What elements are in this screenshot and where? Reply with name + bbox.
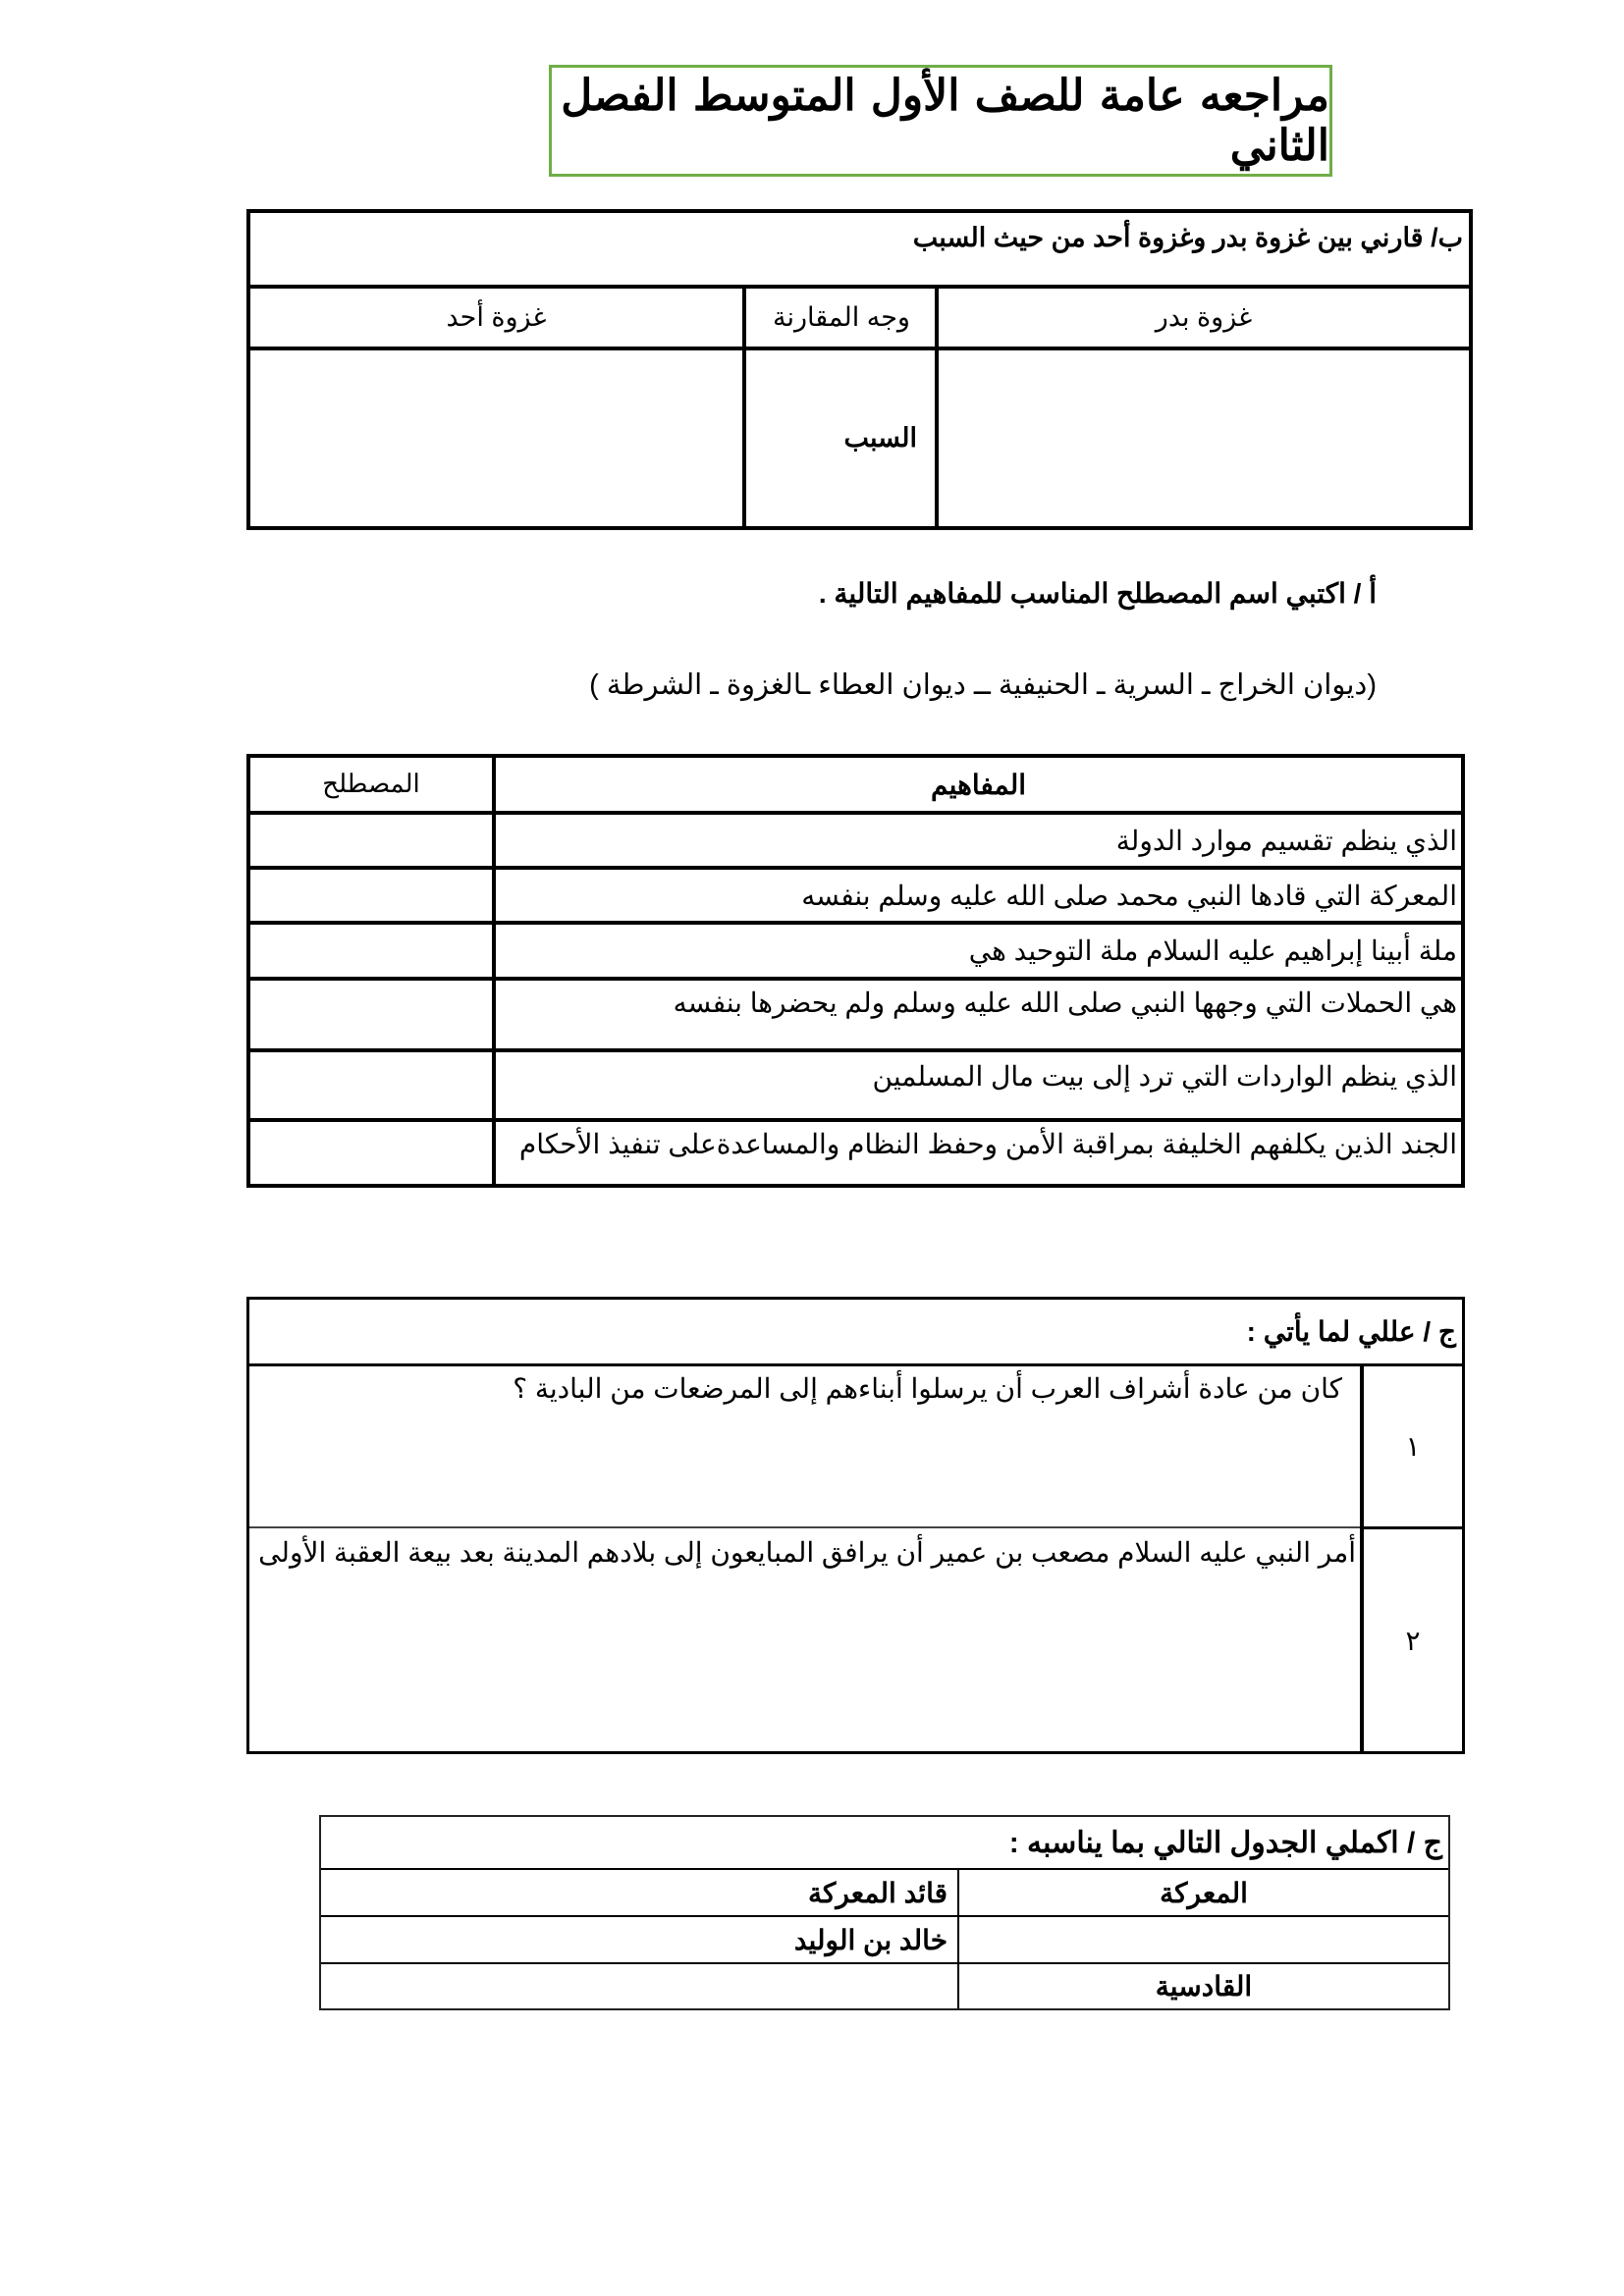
term-answer-cell[interactable] [250, 1122, 492, 1184]
battle-cell: القادسية [1155, 1971, 1253, 2002]
header-term: المصطلح [322, 770, 420, 799]
leader-cell: خالد بن الوليد [793, 1924, 947, 1955]
terms-table [246, 754, 1465, 1188]
concept-row: الذي ينظم الواردات التي ترد إلى بيت مال المسلمين [872, 1061, 1457, 1092]
leader-answer-cell[interactable] [321, 1964, 957, 2008]
concept-row: المعركة التي قادها النبي محمد صلى الله عليه وسلم بنفسه [801, 880, 1457, 911]
header-battle: المعركة [1160, 1877, 1248, 1908]
header-leader: قائد المعركة [808, 1877, 947, 1908]
divider [935, 289, 939, 526]
battle-answer-cell[interactable] [959, 1917, 1448, 1962]
term-answer-cell[interactable] [250, 1052, 492, 1118]
header-concepts: المفاهيم [930, 769, 1027, 800]
header-aspect: وجه المقارنة [773, 302, 910, 332]
comparison-question: ب/ قارني بين غزوة بدر وغزوة أحد من حيث السبب [912, 223, 1463, 252]
battles-table [319, 1815, 1450, 2010]
terms-options: (ديوان الخراج ـ السرية ـ الحنيفية ــ ديوان العطاء ـالغزوة ـ الشرطة ) [589, 669, 1377, 701]
divider [742, 289, 746, 526]
document-title-box [549, 65, 1332, 177]
terms-instruction: أ / اكتبي اسم المصطلح المناسب للمفاهيم التالية . [818, 578, 1377, 609]
divider [249, 1526, 1360, 1528]
reasons-question: ج / عللي لما يأتي : [1246, 1316, 1456, 1347]
answer-uhud-cause[interactable] [250, 350, 742, 526]
term-answer-cell[interactable] [250, 870, 492, 921]
answer-badr-cause[interactable] [939, 350, 1469, 526]
term-answer-cell[interactable] [250, 981, 492, 1048]
reasons-table [246, 1297, 1465, 1754]
concept-row: الذي ينظم تقسيم موارد الدولة [1115, 825, 1457, 856]
reason-number: ١ [1405, 1431, 1421, 1462]
reason-text: أمر النبي عليه السلام مصعب بن عمير أن يرافق المبايعون إلى بلادهم المدينة بعد بيعة العقبة الأولى [258, 1537, 1356, 1568]
reason-text: كان من عادة أشراف العرب أن يرسلوا أبناءهم إلى المرضعات من البادية ؟ [513, 1373, 1342, 1404]
reason-number: ٢ [1405, 1625, 1421, 1656]
term-answer-cell[interactable] [250, 925, 492, 977]
concept-row: هي الحملات التي وجهها النبي صلى الله عليه وسلم ولم يحضرها بنفسه [673, 988, 1457, 1018]
concept-row: ملة أبينا إبراهيم عليه السلام ملة التوحيد هي [968, 935, 1457, 966]
header-uhud: غزوة أحد [446, 302, 547, 332]
header-badr: غزوة بدر [1155, 302, 1253, 332]
term-answer-cell[interactable] [250, 815, 492, 866]
aspect-cause: السبب [843, 423, 917, 453]
battles-question: ج / اكملي الجدول التالي بما يناسبه : [1008, 1826, 1442, 1859]
document-title: مراجعه عامة للصف الأول المتوسط الفصل الثاني [561, 71, 1329, 171]
concept-row: الجند الذين يكلفهم الخليفة بمراقبة الأمن وحفظ النظام والمساعدةعلى تنفيذ الأحكام [518, 1129, 1457, 1159]
comparison-table [246, 209, 1473, 530]
